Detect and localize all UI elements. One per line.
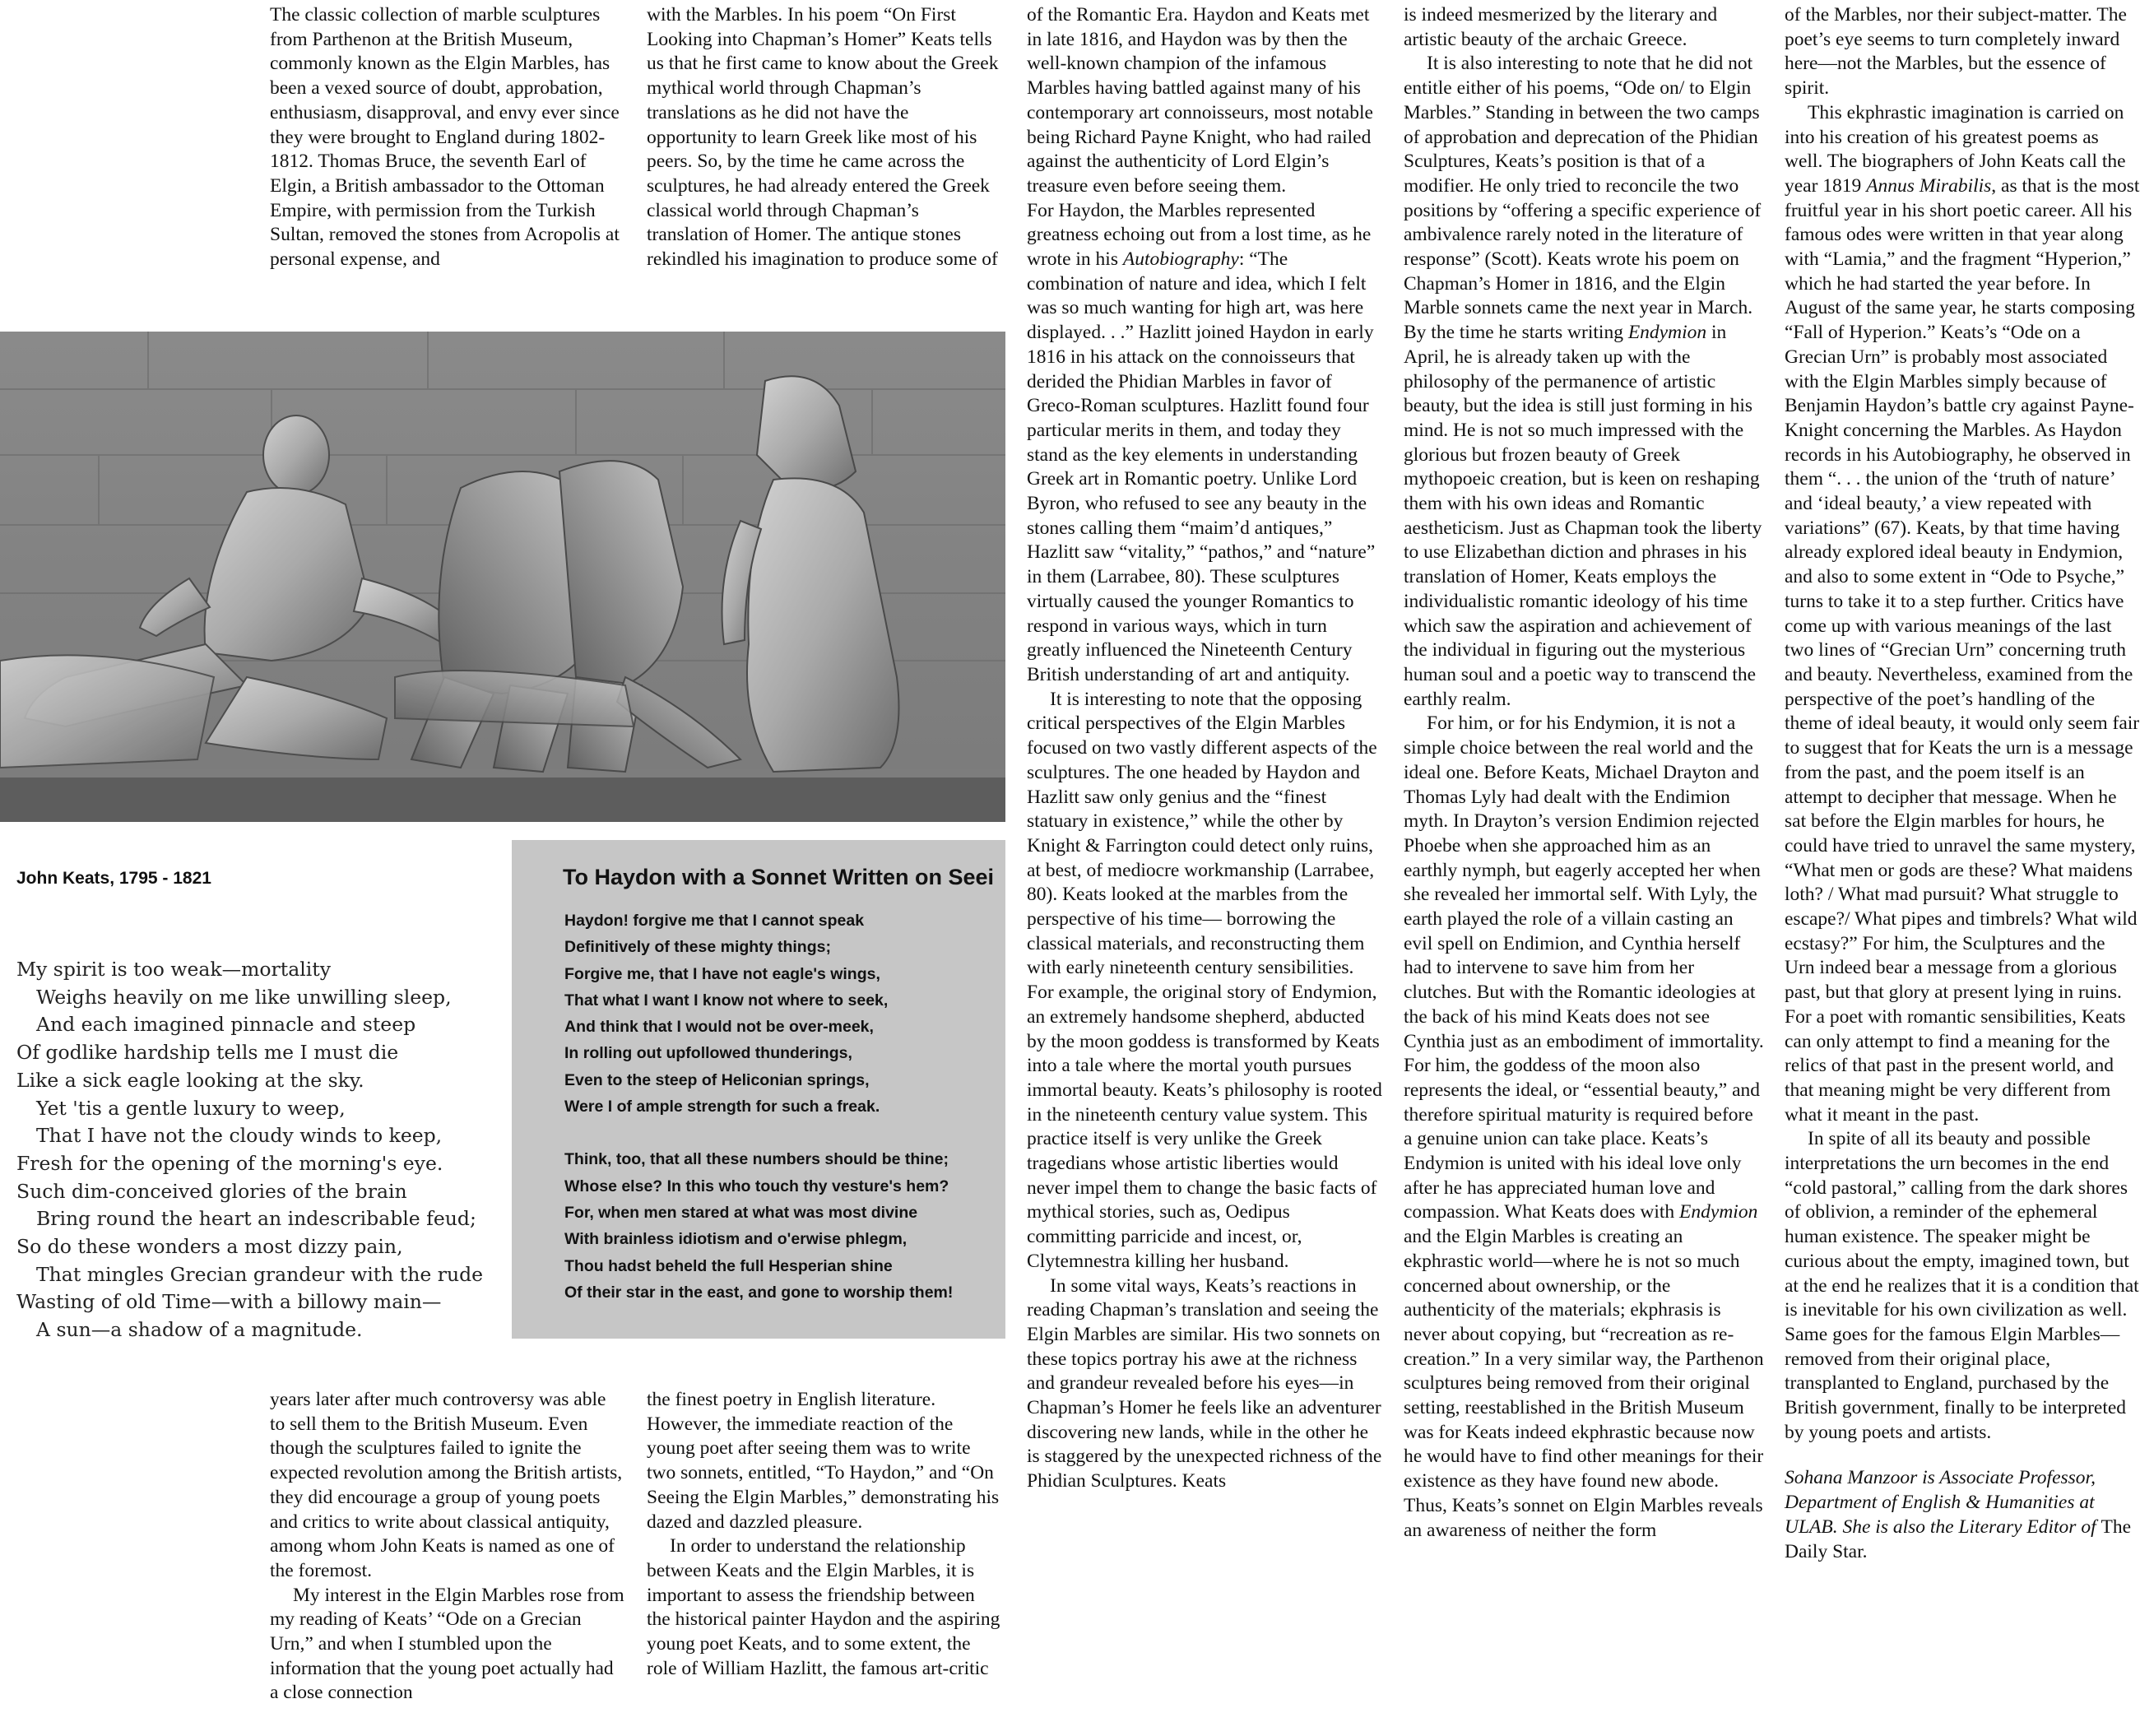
paragraph: For Haydon, the Marbles represented greatness echoing out from a lost time, as he wrote in his Autobiography: “The combination of nature and idea, which I felt was so much wanting for high art, was here displayed. . .” Hazlitt joined Haydon in early 1816 in his attack on the connoisseurs that derided the Phidian Marbles in favor of Greco-Roman sculptures. Hazlitt found four particular merits in them, and today they stand as the key elements in understanding Greek art in Romantic poetry. Unlike Lord Byron, who refused to see any beauty in the stones calling them “maim’d antiques,” Hazlitt saw “vitality,” “pathos,” and “nature” in them (Larrabee, 80). These sculptures virtually caused the younger Romantics to respond in various ways, which in turn greatly influenced the Nineteenth Century British understanding of art and antiquity. [1027, 199, 1376, 685]
poem-line: For, when men stared at what was most divine [564, 1203, 918, 1222]
paragraph: of the Romantic Era. Haydon and Keats met in late 1816, and Haydon was by then the well-known champion of the infamous Marbles having battled against many of his contemporary art connoisseurs, most notable being Richard Payne Knight, who had railed against the authenticity of Lord Elgin’s treasure even before seeing them. [1027, 4, 1373, 197]
paragraph: In order to understand the relationship between Keats and the Elgin Marbles, it is important to assess the friendship between the historical painter Haydon and the aspiring young poet Keats, and to some extent, the role of William Hazlitt, the famous art-critic [647, 1535, 1000, 1679]
poem-lines [564, 907, 953, 1306]
poem-line: Yet 'tis a gentle luxury to weep, [36, 1096, 346, 1120]
poem-caption: John Keats, 1795 - 1821 [16, 869, 211, 888]
poem-line: That I have not the cloudy winds to keep, [36, 1124, 443, 1148]
paragraph: In some vital ways, Keats’s reactions in reading Chapman’s translation and seeing the Elgin Marbles are similar. His two sonnets on these topics portray his awe at the richness and grandeur revealed before his eyes—in Chapman’s Homer he feels like an adventurer discovering new lands, while in the other he is staggered by the unexpected richness of the Phidian Sculptures. Keats [1027, 1274, 1382, 1492]
poem-line: So do these wonders a most dizzy pain, [16, 1235, 403, 1259]
poem-line: Were I of ample strength for such a freak. [564, 1098, 880, 1116]
article-column-5 [1785, 3, 2140, 1564]
article-column-3 [1027, 3, 1382, 1494]
poem-line: Even to the steep of Heliconian springs, [564, 1070, 870, 1089]
poem-line: Like a sick eagle looking at the sky. [16, 1068, 364, 1092]
elgin-marbles-photo [0, 332, 1005, 822]
poem-line: Of godlike hardship tells me I must die [16, 1041, 399, 1065]
poem-line: And each imagined pinnacle and steep [36, 1013, 416, 1037]
poem-on-seeing-elgin-marbles [16, 956, 510, 1344]
poem-line: And think that I would not be over-meek, [564, 1018, 874, 1037]
article-column-1-top [270, 3, 622, 272]
poem-line: Think, too, that all these numbers should be thine; [564, 1150, 949, 1169]
poem-line: Weighs heavily on me like unwilling sleep, [36, 985, 452, 1009]
poem-line: Such dim-conceived glories of the brain [16, 1179, 407, 1203]
poem-line: My spirit is too weak—mortality [16, 958, 331, 981]
paragraph: It is interesting to note that the opposing critical perspectives of the Elgin Marbles focused on two vastly different aspects of the sculptures. The one headed by Haydon and Hazlitt saw only genius and the “finest statuary in existence,” while the other by Knight & Farrington could detect only ruins, at best, of mediocre workmanship (Larrabee, 80). Keats looked at the marbles from the perspective of his time— borrowing the classical materials, and reconstructing them with early nineteenth century sensibilities. For example, the original story of Endymion, an extremely handsome shepherd, abducted by the moon goddess is transformed by Keats into a tale where the mortal youth pursues immortal beauty. Keats’s philosophy is rooted in the nineteenth century value system. This practice itself is very unlike the Greek tragedians whose artistic liberties would never impel them to change the basic facts of mythical stories, such as, Oedipus committing parricide and incest, or, Clytemnestra killing her husband. [1027, 688, 1382, 1272]
poem-to-haydon-box [512, 840, 1005, 1339]
article-column-4 [1404, 3, 1766, 1543]
article-column-2-top [647, 3, 999, 272]
stanza-break [564, 1120, 953, 1146]
paragraph: It is also interesting to note that he did not entitle either of his poems, “Ode on/ to Elgin Marbles.” Standing in between the two camps of approbation and deprecation of the Phidian Sculptures, Keats’s position is that of a modifier. He only tried to reconcile the two positions by “offering a specific experience of ambivalence rarely noted in the literature of response” (Scott). Keats wrote his poem on Chapman’s Homer in 1816, and the Elgin Marble sonnets came the next year in March. By the time he starts writing Endymion in April, he is already taken up with the philosophy of the permanence of artistic beauty, but the idea is still just forming in his mind. He is not so much impressed with the glorious but frozen beauty of Greek mythopoeic creation, but is keen on reshaping them with his own ideas and Romantic aestheticism. Just as Chapman took the liberty to use Elizabethan diction and phrases in his translation of Homer, Keats employs the individualistic romantic ideology of his time which saw the aspiration and achievement of the individual in figuring out the mysterious human soul and a poetic way to transcend the earthly realm. [1404, 53, 1762, 710]
paragraph: the finest poetry in English literature. However, the immediate reaction of the young poet after seeing them was to write two sonnets, entitled, “To Haydon,” and “On Seeing the Elgin Marbles,” demonstrating his dazed and dazzled pleasure. [647, 1389, 1000, 1533]
poem-line: With brainless idiotism and o'erwise phlegm, [564, 1230, 908, 1249]
poem-line: Forgive me, that I have not eagle's wings, [564, 964, 880, 983]
poem-line: Fresh for the opening of the morning's eye. [16, 1151, 443, 1175]
paragraph: is indeed mesmerized by the literary and artistic beauty of the archaic Greece. [1404, 4, 1718, 50]
paragraph: of the Marbles, nor their subject-matter. The poet’s eye seems to turn completely inward here—not the Marbles, but the essence of spirit. [1785, 4, 2127, 100]
paragraph: In spite of all its beauty and possible interpretations the urn becomes in the end “cold pastoral,” calling from the dark shores of oblivion, a reminder of the ephemeral human existence. The speaker might be curious about the empty, imagined town, but at the end he realizes that it is a condition that is inevitable for his own civilization as well. Same goes for the famous Elgin Marbles—removed from their original place, transplanted to England, purchased by the British government, finally to be interpreted by young poets and artists. [1785, 1128, 2139, 1443]
poem-title: To Haydon with a Sonnet Written on Seei [563, 865, 995, 889]
article-column-1-bottom [270, 1388, 625, 1706]
author-byline: Sohana Manzoor is Associate Professor, Department of English & Humanities at ULAB. She is also the Literary Editor of The Daily Star. [1785, 1467, 2132, 1562]
poem-line: Wasting of old Time—with a billowy main— [16, 1290, 442, 1314]
poem-line: Bring round the heart an indescribable feud; [36, 1207, 476, 1231]
poem-line: A sun—a shadow of a magnitude. [36, 1318, 363, 1342]
paragraph: with the Marbles. In his poem “On First Looking into Chapman’s Homer” Keats tells us that he first came to know about the Greek mythical world through Chapman’s translations as he did not have the opportunity to learn Greek like most of his peers. So, by the time he came across the sculptures, he had already entered the Greek classical world through Chapman’s translation of Homer. The antique stones rekindled his imagination to produce some of [647, 4, 999, 271]
poem-line: Whose else? In this who touch thy vesture's hem? [564, 1177, 949, 1195]
article-column-2-bottom [647, 1388, 1002, 1681]
paragraph: My interest in the Elgin Marbles rose from my reading of Keats’ “Ode on a Grecian Urn,” and when I stumbled upon the information that the young poet actually had a close connection [270, 1584, 624, 1704]
poem-line: Thou hadst beheld the full Hesperian shine [564, 1256, 893, 1275]
poem-line: Of their star in the east, and gone to worship them! [564, 1283, 954, 1302]
paragraph: The classic collection of marble sculptures from Parthenon at the British Museum, commonly known as the Elgin Marbles, has been a vexed source of doubt, approbation, enthusiasm, disapproval, and envy ever since they were brought to England during 1802-1812. Thomas Bruce, the seventh Earl of Elgin, a British ambassador to the Ottoman Empire, with permission from the Turkish Sultan, removed the stones from Acropolis at personal expense, and [270, 4, 620, 271]
paragraph: For him, or for his Endymion, it is not a simple choice between the real world and the ideal one. Before Keats, Michael Drayton and Thomas Lyly had dealt with the Endimion myth. In Drayton’s version Endimion rejected Phoebe when she approached him as an earthly nymph, but eagerly accepted her when she revealed her immortal self. With Lyly, the earth played the role of a villain casting an evil spell on Endimion, and Cynthia herself had to intervene to save him from her clutches. But with the Romantic ideologies at the back of his mind Keats does not see Cynthia just as an embodiment of immortality. For him, the goddess of the moon also represents the ideal, or “essential beauty,” and therefore spiritual maturity is required before a genuine union can take place. Keats’s Endymion is united with his ideal love only after he has appreciated human love and compassion. What Keats does with Endymion and the Elgin Marbles is creating an ekphrastic world—where he is not so much concerned about ownership, or the authenticity of the materials; ekphrasis is never about copying, but “recreation as re-creation.” In a very similar way, the Parthenon sculptures being removed from their original setting, reestablished in the British Museum was for Keats indeed ekphrastic because now he would have to find other meanings for their existence as they have found new abode. Thus, Keats’s sonnet on Elgin Marbles reveals an awareness of neither the form [1404, 713, 1764, 1541]
poem-line: Haydon! forgive me that I cannot speak [564, 912, 865, 930]
poem-line: In rolling out upfollowed thunderings, [564, 1044, 852, 1063]
paragraph: This ekphrastic imagination is carried on into his creation of his greatest poems as well. The biographers of John Keats call the year 1819 Annus Mirabilis, as that is the most fruitful year in his short poetic career. All his famous odes were written in that year along with “Lamia,” and the fragment “Hyperion,” which he had started the year before. In August of the same year, he starts composing “Fall of Hyperion.” Keats’s “Ode on a Grecian Urn” is probably most associated with the Elgin Marbles simply because of Benjamin Haydon’s battle cry against Payne-Knight concerning the Marbles. As Haydon records in his Autobiography, he observed in them “. . . the union of the ‘truth of nature’ and ‘ideal beauty,’ a view repeated with variations” (67). Keats, by that time having already explored ideal beauty in Endymion, and also to some extent in “Ode to Psyche,” turns to take it to a step further. Critics have come up with various meanings of the last two lines of “Grecian Urn” concerning truth and beauty. Nevertheless, examined from the perspective of the poet’s handling of the theme of ideal beauty, it would only seem fair to suggest that for Keats the urn is a message from the past, and the poem itself is an attempt to decipher that message. When he sat before the Elgin marbles for hours, he could have tried to unravel the same mystery, “What men or gods are these? What maidens loth? / What mad pursuit? What struggle to escape?/ What pipes and timbrels? What wild ecstasy?” For him, the Sculptures and the Urn indeed bear a message from a glorious past, but that glory at present lying in ruins. For a poet with romantic sensibilities, Keats can only attempt to find a meaning for the relics of that past in the present world, and that meaning might be very different from what it meant in the past. [1785, 101, 2140, 1126]
paragraph: years later after much controversy was able to sell them to the British Museum. Even though the sculptures failed to ignite the expected revolution among the British artists, they did encourage a group of young poets and critics to write about classical antiquity, among whom John Keats is named as one of the foremost. [270, 1389, 623, 1581]
poem-line: That what I want I know not where to seek, [564, 991, 889, 1010]
poem-line: Definitively of these mighty things; [564, 938, 831, 957]
poem-line: That mingles Grecian grandeur with the rude [36, 1262, 484, 1286]
